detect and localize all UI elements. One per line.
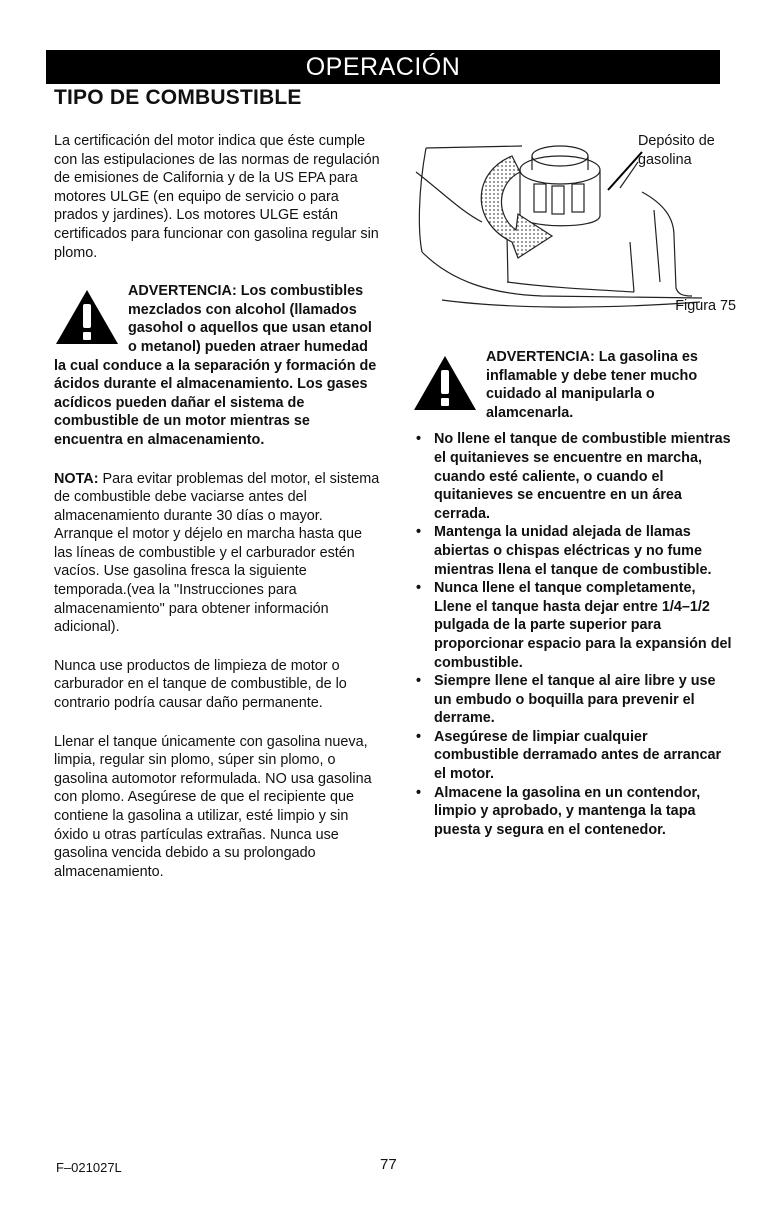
note-paragraph <box>54 470 380 637</box>
bullet-icon: • <box>416 431 422 448</box>
note-label: NOTA: <box>54 470 99 487</box>
bullet-icon: • <box>416 524 422 541</box>
note-text: Para evitar problemas del motor, el sistema de combustible debe vaciarse antes del almacenamiento durante 30 días o mayor. Arranque el motor y déjelo en marcha hasta que las líneas de combustible y el carburador estén vacíos. Use gasolina fresca la siguiente temporada.(vea la "Instrucciones para almacenamiento" para obtener información adicional). <box>54 470 380 636</box>
list-item: • Mantenga la unidad alejada de llamas abiertas o chispas eléctricas y no fume mientras llena el tanque de combustible. <box>416 524 712 578</box>
fuel-paragraph: Llenar el tanque únicamente con gasolina nueva, limpia, regular sin plomo, súper sin plomo, o gasolina automotor reformulada. NO usa gasolina con plomo. Asegúrese de que el recipiente que contiene la gasolina a utilizar, esté limpio y sin óxido u otras partículas extrañas. Nunca use gasolina vencida debido a su prolongado almacenamiento. <box>54 733 372 880</box>
list-item: • Siempre llene el tanque al aire libre y use un embudo o boquilla para prevenir el derrame. <box>416 673 716 727</box>
figure-75 <box>412 132 736 312</box>
bullet-icon: • <box>416 580 422 597</box>
document-code: F–021027L <box>56 1160 122 1175</box>
warning-triangle-icon <box>54 288 120 346</box>
alcohol-warning-text: ADVERTENCIA: Los combustibles mezclados con alcohol (llamados gasohol o aquellos que usan etanol o metanol) pueden atraer humedad la cual conduce a la separación y formación de ácidos durante el almacenamiento. Los gases acídicos pueden dañar el sistema de combustible de un motor mientras se encuentra en almacenamiento. <box>54 283 377 448</box>
list-item: • No llene el tanque de combustible mientras el quitanieves se encuentre en marcha, cuando esté caliente, o cuando el quitanieves se encuentre en un área cerrada. <box>416 431 731 522</box>
figure-caption: Figura 75 <box>675 298 736 314</box>
bullet-icon: • <box>416 728 422 745</box>
section-title: TIPO DE COMBUSTIBLE <box>54 86 302 109</box>
warning-triangle-icon <box>412 354 478 412</box>
fuel-tank-callout-label: Depósito de gasolina <box>638 133 715 168</box>
flammable-warning <box>412 348 736 422</box>
flammable-warning-text: ADVERTENCIA: La gasolina es inflamable y debe tener mucho cuidado al manipularla o alamcenarla. <box>486 349 698 421</box>
alcohol-fuel-warning <box>54 282 380 449</box>
page-number: 77 <box>380 1156 397 1173</box>
right-column <box>412 132 736 839</box>
cleaner-paragraph: Nunca use productos de limpieza de motor o carburador en el tanque de combustible, de lo contrario podría causar daño permanente. <box>54 657 347 712</box>
bullet-icon: • <box>416 784 422 801</box>
bullet-icon: • <box>416 673 422 690</box>
left-column <box>54 132 380 881</box>
intro-paragraph: La certificación del motor indica que éste cumple con las estipulaciones de las normas de regulación de emisiones de California y de la US EPA para motores ULGE (en equipo de servicio o para prados y jardines). Los motores ULGE están certificados para funcionar con gasolina regular sin plomo. <box>54 133 380 261</box>
list-item: • Almacene la gasolina en un contendor, limpio y aprobado, y mantenga la tapa puesta y segura en el contenedor. <box>416 784 701 838</box>
list-item: • Asegúrese de limpiar cualquier combustible derramado antes de arrancar el motor. <box>416 728 722 783</box>
section-banner: OPERACIÓN <box>46 50 720 84</box>
list-item: • Nunca llene el tanque completamente, Llene el tanque hasta dejar entre 1/4–1/2 pulgada de la parte superior para proporcionar espacio para la expansión del combustible. <box>416 580 732 671</box>
fuel-safety-list <box>412 430 736 839</box>
